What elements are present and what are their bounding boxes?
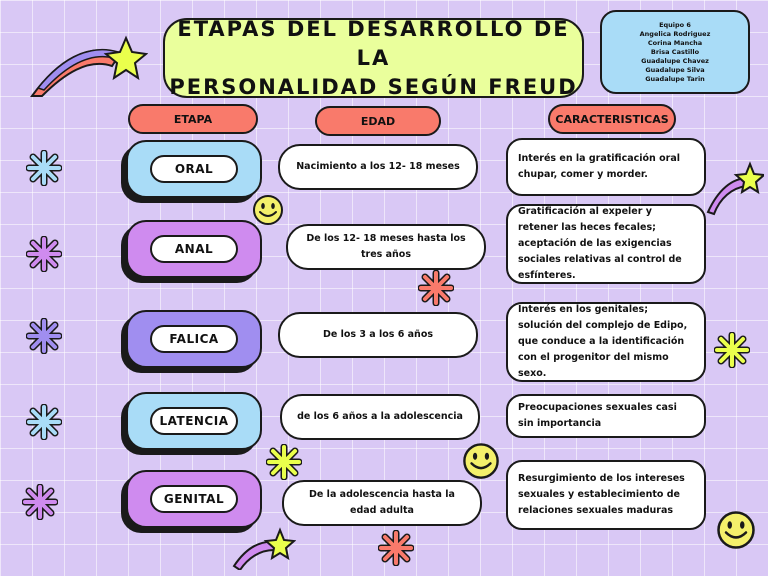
- team-member: Guadalupe Chavez: [641, 56, 709, 65]
- sparkle-icon: [418, 270, 454, 306]
- age-pill: Nacimiento a los 12- 18 meses: [278, 144, 478, 190]
- age-pill: De los 3 a los 6 años: [278, 312, 478, 358]
- sparkle-icon: [266, 444, 302, 480]
- title-line-1: ETAPAS DEL DESARROLLO DE LA: [177, 16, 570, 70]
- page-title: [163, 18, 584, 98]
- shooting-star-icon: [28, 30, 148, 100]
- age-pill: De los 12- 18 meses hasta los tres años: [286, 224, 486, 270]
- smiley-icon: [252, 194, 284, 226]
- smiley-icon: [716, 510, 756, 550]
- stage-label: FALICA: [150, 325, 238, 353]
- sparkle-icon: [26, 150, 62, 186]
- characteristics-card: Interés en la gratificación oral chupar, comer y morder.: [506, 138, 706, 196]
- characteristics-card: Interés en los genitales; solución del complejo de Edipo, que conduce a la identificación con el progenitor del mismo sexo.: [506, 302, 706, 382]
- team-member: Guadalupe Silva: [645, 65, 705, 74]
- stage-card-oral: [126, 140, 262, 198]
- team-box: [600, 10, 750, 94]
- characteristics-card: Gratificación al expeler y retener las heces fecales; aceptación de las exigencias sociales relativas al control de esfínteres.: [506, 204, 706, 284]
- stage-label: LATENCIA: [150, 407, 238, 435]
- shooting-star-icon: [232, 526, 296, 570]
- header-stage: ETAPA: [128, 104, 258, 134]
- smiley-icon: [462, 442, 500, 480]
- stage-card-genital: [126, 470, 262, 528]
- sparkle-icon: [26, 236, 62, 272]
- team-member: Corina Mancha: [647, 38, 703, 47]
- age-pill: De la adolescencia hasta la edad adulta: [282, 480, 482, 526]
- header-age: EDAD: [315, 106, 441, 136]
- title-line-2: PERSONALIDAD SEGÚN FREUD: [169, 74, 578, 99]
- team-heading: Equipo 6: [659, 20, 691, 29]
- sparkle-icon: [26, 318, 62, 354]
- stage-label: GENITAL: [150, 485, 238, 513]
- shooting-star-icon: [704, 160, 764, 216]
- stage-card-latencia: [126, 392, 262, 450]
- sparkle-icon: [714, 332, 750, 368]
- age-pill: de los 6 años a la adolescencia: [280, 394, 480, 440]
- characteristics-card: Preocupaciones sexuales casi sin importancia: [506, 394, 706, 438]
- stage-card-falica: [126, 310, 262, 368]
- stage-label: ANAL: [150, 235, 238, 263]
- sparkle-icon: [22, 484, 58, 520]
- stage-label: ORAL: [150, 155, 238, 183]
- team-member: Brisa Castillo: [650, 47, 700, 56]
- sparkle-icon: [378, 530, 414, 566]
- characteristics-card: Resurgimiento de los intereses sexuales y establecimiento de relaciones sexuales maduras: [506, 460, 706, 530]
- header-characteristics: CARACTERISTICAS: [548, 104, 676, 134]
- stage-card-anal: [126, 220, 262, 278]
- team-member: Guadalupe Tarin: [645, 74, 705, 83]
- sparkle-icon: [26, 404, 62, 440]
- team-member: Angelica Rodriguez: [639, 29, 711, 38]
